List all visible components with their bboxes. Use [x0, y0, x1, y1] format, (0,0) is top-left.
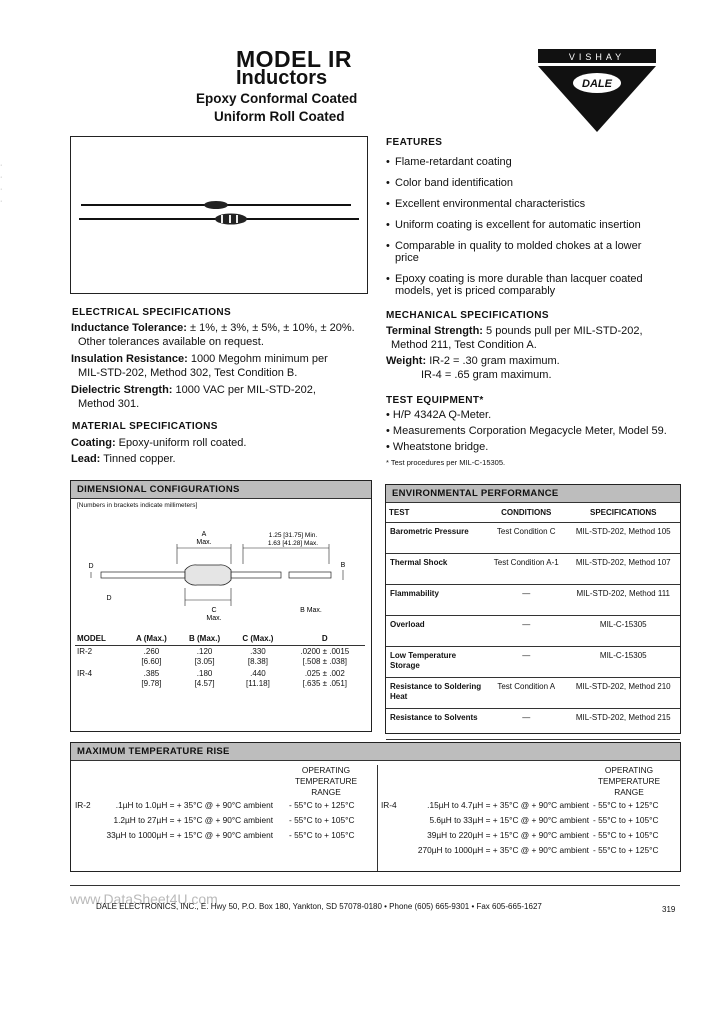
margin-marks: · · · ·	[0, 162, 3, 205]
env-header-specs: SPECIFICATIONS	[567, 503, 680, 523]
footer-rule	[70, 885, 680, 886]
temp-range: - 55°C to + 125°C	[593, 845, 659, 855]
dimension-table	[75, 632, 365, 690]
env-test: Overload	[386, 616, 486, 647]
dimensional-configurations	[70, 480, 372, 732]
test-equipment-title: TEST EQUIPMENT*	[386, 395, 484, 406]
test-equipment-list	[386, 407, 686, 455]
temp-inductance: .15µH to 4.7µH = + 35°C @ + 90°C ambient	[427, 800, 589, 810]
list-item	[381, 830, 679, 845]
range-header-line: RANGE	[311, 787, 341, 797]
mechanical-title: MECHANICAL SPECIFICATIONS	[386, 310, 549, 321]
temp-range: - 55°C to + 125°C	[593, 800, 659, 810]
dim-header-model: MODEL	[75, 632, 125, 646]
temperature-divider	[377, 765, 378, 871]
dim-a: .385	[143, 669, 160, 678]
dielectric-label: Dielectric Strength:	[71, 384, 173, 396]
env-conditions: —	[486, 647, 567, 678]
temp-inductance: 5.6µH to 33µH = + 15°C @ + 90°C ambient	[429, 815, 589, 825]
range-header-line: RANGE	[614, 787, 644, 797]
label-b-pointer: B	[340, 562, 346, 569]
weight-label: Weight:	[386, 355, 427, 367]
table-row	[75, 646, 365, 669]
label-length-min: 1.25 [31.75] Min.	[268, 532, 318, 539]
watermark[interactable]: www.DataSheet4U.com	[70, 891, 218, 907]
temperature-ir4	[381, 765, 679, 860]
dim-header-c: C (Max.)	[231, 632, 284, 646]
env-header-test: TEST	[386, 503, 486, 523]
test-equipment-item: • Measurements Corporation Megacycle Meter, Model 59.	[386, 423, 686, 439]
feature-item: • Flame-retardant coating	[386, 156, 656, 168]
temp-range: - 55°C to + 105°C	[289, 815, 355, 825]
label-a-max: Max.	[196, 539, 212, 546]
max-temperature-rise	[70, 742, 681, 872]
environmental-table	[386, 503, 680, 740]
material-specs	[71, 436, 371, 466]
dielectric-note: Method 301.	[78, 398, 140, 410]
dim-c: .440	[250, 669, 266, 678]
inductance-label: Inductance Tolerance:	[71, 322, 187, 334]
env-spec: MIL-STD-202, Method 107	[567, 554, 680, 585]
temp-inductance: 39µH to 220µH = + 15°C @ + 90°C ambient	[427, 830, 589, 840]
env-conditions: Test Condition C	[486, 523, 567, 554]
range-header-ir2	[281, 765, 371, 798]
feature-item: • Excellent environmental characteristics	[386, 198, 656, 210]
product-photo	[70, 136, 368, 294]
vishay-dale-logo	[532, 46, 662, 134]
list-item	[75, 800, 375, 815]
env-spec: MIL-STD-202, Method 105	[567, 523, 680, 554]
range-header-ir4	[584, 765, 674, 798]
env-conditions: Test Condition A-1	[486, 554, 567, 585]
environmental-title: ENVIRONMENTAL PERFORMANCE	[386, 485, 680, 503]
env-spec: MIL-STD-202, Method 111	[567, 585, 680, 616]
dimensional-note: [Numbers in brackets indicate millimeters]	[77, 502, 198, 509]
temperature-title: MAXIMUM TEMPERATURE RISE	[71, 743, 680, 761]
env-test: Barometric Pressure	[386, 523, 486, 554]
electrical-specs	[71, 321, 371, 411]
inductor-photo-image	[71, 137, 367, 293]
insulation-value: 1000 Megohm minimum per	[190, 353, 328, 365]
dim-header-d: D	[285, 632, 365, 646]
label-a: A	[201, 531, 207, 538]
temp-inductance: 1.2µH to 27µH = + 15°C @ + 90°C ambient	[113, 815, 273, 825]
range-header-line: OPERATING	[301, 765, 351, 775]
env-spec: MIL-STD-202, Method 210	[567, 678, 680, 709]
dim-d-mm: [.508 ± .038]	[302, 657, 348, 666]
dim-header-b: B (Max.)	[178, 632, 231, 646]
label-c-max: Max.	[206, 615, 222, 622]
env-test: Resistance to Solvents	[386, 709, 486, 740]
subtitle-epoxy: Epoxy Conformal Coated	[196, 91, 358, 106]
label-length-max: 1.63 [41.28] Max.	[267, 540, 319, 547]
list-item	[75, 830, 375, 845]
table-row	[386, 554, 680, 585]
temp-range: - 55°C to + 105°C	[593, 830, 659, 840]
dim-c-mm: [11.18]	[245, 679, 270, 688]
features-title: FEATURES	[386, 137, 443, 148]
table-row	[386, 709, 680, 740]
lead-value: Tinned copper.	[103, 453, 176, 465]
dim-c-mm: [8.38]	[247, 657, 268, 666]
test-equipment-item: • H/P 4342A Q-Meter.	[386, 407, 686, 423]
terminal-value: 5 pounds pull per MIL-STD-202,	[486, 325, 643, 337]
dimension-diagram	[71, 512, 371, 632]
dim-header-a: A (Max.)	[125, 632, 178, 646]
footer-address: DALE ELECTRONICS, INC., E. Hwy 50, P.O. Box 180, Yankton, SD 57078-0180 • Phone (605) 665-9301 • Fax 605-665-1627	[96, 902, 542, 911]
env-test: Low Temperature Storage	[386, 647, 486, 678]
test-procedure-note: * Test procedures per MIL-C-15305.	[386, 458, 506, 467]
range-header-line: OPERATING	[604, 765, 654, 775]
coating-value: Epoxy-uniform roll coated.	[118, 437, 247, 449]
dim-b-mm: [4.57]	[194, 679, 215, 688]
label-d: D	[106, 595, 112, 602]
list-item	[381, 815, 679, 830]
insulation-label: Insulation Resistance:	[71, 353, 188, 365]
dim-b-mm: [3.05]	[194, 657, 215, 666]
inductance-note: Other tolerances available on request.	[78, 336, 264, 348]
dim-model: IR-4	[77, 669, 93, 678]
page-number: 319	[662, 905, 676, 914]
dim-a: .260	[143, 647, 160, 656]
feature-item: • Color band identification	[386, 177, 656, 189]
label-d-pointer: D	[88, 563, 94, 570]
temp-range: - 55°C to + 125°C	[289, 800, 355, 810]
mechanical-specs	[386, 324, 686, 382]
insulation-note: MIL-STD-202, Method 302, Test Condition B.	[78, 367, 298, 379]
terminal-note: Method 211, Test Condition A.	[391, 339, 537, 351]
label-c: C	[211, 607, 217, 614]
table-row	[75, 668, 365, 690]
dim-a-mm: [6.60]	[141, 657, 162, 666]
dim-c: .330	[250, 647, 266, 656]
feature-item: • Comparable in quality to molded chokes at a lower price	[386, 240, 656, 264]
env-header-conditions: CONDITIONS	[486, 503, 567, 523]
dim-b: .120	[196, 647, 213, 656]
temp-range: - 55°C to + 105°C	[593, 815, 659, 825]
features-list	[386, 156, 656, 306]
lead-label: Lead:	[71, 453, 101, 465]
dim-b: .180	[196, 669, 213, 678]
label-b-max: B Max.	[300, 607, 322, 614]
table-row	[386, 678, 680, 709]
product-title: Inductors	[236, 67, 328, 89]
temperature-ir2	[75, 765, 375, 845]
list-item	[381, 800, 679, 815]
logo-dale-text: DALE	[582, 78, 612, 90]
list-item	[381, 845, 679, 860]
electrical-title: ELECTRICAL SPECIFICATIONS	[72, 307, 232, 318]
env-conditions: —	[486, 709, 567, 740]
temp-inductance: 33µH to 1000µH = + 15°C @ + 90°C ambient	[106, 830, 273, 840]
env-test: Thermal Shock	[386, 554, 486, 585]
env-conditions: —	[486, 585, 567, 616]
temp-inductance: 270µH to 1000µH = + 35°C @ + 90°C ambient	[417, 845, 589, 855]
weight-ir4: IR-4 = .65 gram maximum.	[421, 369, 552, 381]
env-conditions: Test Condition A	[486, 678, 567, 709]
model-title: MODEL IR	[236, 46, 353, 72]
env-spec: MIL-C-15305	[567, 616, 680, 647]
coating-label: Coating:	[71, 437, 116, 449]
dim-d-mm: [.635 ± .051]	[302, 679, 348, 688]
feature-item: • Epoxy coating is more durable than lacquer coated models, yet is priced comparably	[386, 273, 656, 297]
env-test: Resistance to Soldering Heat	[386, 678, 486, 709]
table-row	[386, 616, 680, 647]
list-item	[75, 815, 375, 830]
temp-range: - 55°C to + 105°C	[289, 830, 355, 840]
weight-ir2: IR-2 = .30 gram maximum.	[429, 355, 560, 367]
temp-model-ir4: IR-4	[381, 800, 397, 810]
table-row	[386, 647, 680, 678]
dim-model: IR-2	[77, 647, 93, 656]
env-spec: MIL-C-15305	[567, 647, 680, 678]
range-header-line: TEMPERATURE	[597, 776, 661, 786]
material-title: MATERIAL SPECIFICATIONS	[72, 421, 218, 432]
env-spec: MIL-STD-202, Method 215	[567, 709, 680, 740]
temp-model-ir2: IR-2	[75, 800, 91, 810]
dim-a-mm: [9.78]	[141, 679, 162, 688]
feature-item: • Uniform coating is excellent for automatic insertion	[386, 219, 656, 231]
inductance-value: ± 1%, ± 3%, ± 5%, ± 10%, ± 20%.	[190, 322, 355, 334]
temp-inductance: .1µH to 1.0µH = + 35°C @ + 90°C ambient	[115, 800, 273, 810]
logo-vishay-text: VISHAY	[568, 52, 626, 62]
env-test: Flammability	[386, 585, 486, 616]
table-row	[386, 523, 680, 554]
terminal-label: Terminal Strength:	[386, 325, 483, 337]
subtitle-roll: Uniform Roll Coated	[214, 109, 345, 124]
dielectric-value: 1000 VAC per MIL-STD-202,	[175, 384, 316, 396]
range-header-line: TEMPERATURE	[294, 776, 358, 786]
test-equipment-item: • Wheatstone bridge.	[386, 439, 686, 455]
dim-d: .0200 ± .0015	[300, 647, 350, 656]
table-row	[386, 585, 680, 616]
environmental-performance	[385, 484, 681, 734]
env-conditions: —	[486, 616, 567, 647]
dim-d: .025 ± .002	[304, 669, 345, 678]
dimensional-title: DIMENSIONAL CONFIGURATIONS	[71, 481, 371, 499]
